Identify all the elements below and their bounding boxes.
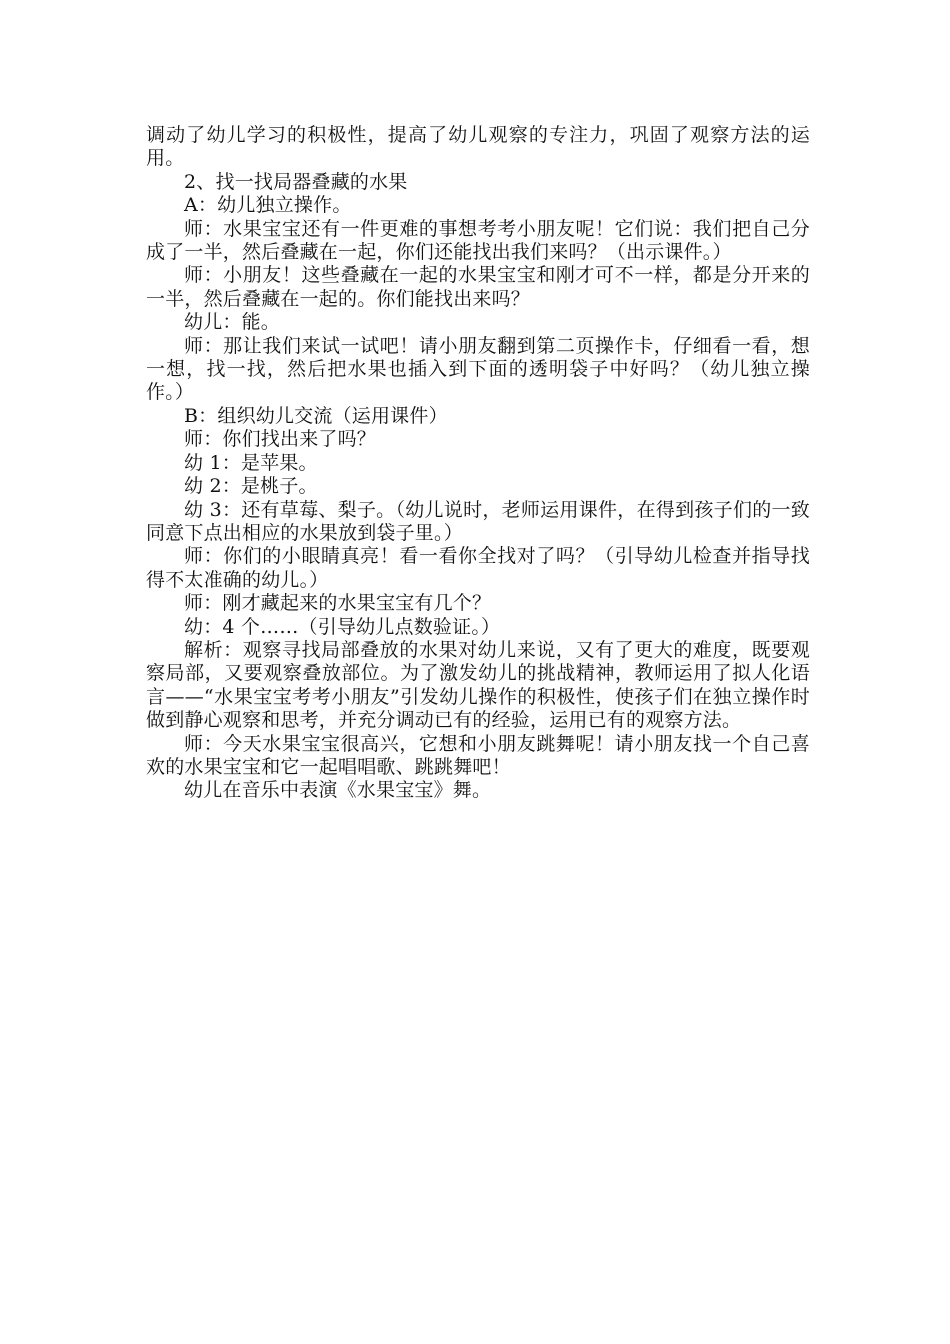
paragraph: 师：刚才藏起来的水果宝宝有几个？	[184, 592, 492, 615]
paragraph: 幼儿在音乐中表演《水果宝宝》舞。	[184, 779, 492, 802]
paragraph: 师：水果宝宝还有一件更难的事想考考小朋友呢！它们说：我们把自己分成了一半，然后叠藏在一起，你们还能找出我们来吗？（出示课件。）	[146, 217, 810, 264]
paragraph: 师：你们找出来了吗？	[184, 428, 377, 451]
section-heading: 2、找一找局器叠藏的水果	[184, 170, 408, 193]
paragraph: 幼 1：是苹果。	[184, 451, 318, 474]
document-body	[146, 124, 810, 803]
paragraph: 幼 2：是桃子。	[184, 475, 318, 498]
paragraph: 幼 3：还有草莓、梨子。（幼儿说时，老师运用课件，在得到孩子们的一致同意下点出相应的水果放到袋子里。）	[146, 498, 810, 544]
sub-heading: B：组织幼儿交流（运用课件）	[184, 404, 448, 427]
analysis-paragraph: 解析：观察寻找局部叠放的水果对幼儿来说，又有了更大的难度，既要观察局部，又要观察叠放部位。为了激发幼儿的挑战精神，教师运用了拟人化语言——“水果宝宝考考小朋友”引发幼儿操作的积极性，使孩子们在独立操作时做到静心观察和思考，并充分调动已有的经验，运用已有的观察方法。	[146, 638, 810, 732]
paragraph: 幼儿：能。	[184, 311, 281, 334]
paragraph: 幼：4 个……（引导幼儿点数验证。）	[184, 615, 501, 638]
paragraph-continuation: 调动了幼儿学习的积极性，提高了幼儿观察的专注力，巩固了观察方法的运用。	[146, 124, 810, 170]
sub-heading: A：幼儿独立操作。	[184, 194, 352, 217]
paragraph: 师：那让我们来试一试吧！请小朋友翻到第二页操作卡，仔细看一看，想一想，找一找，然后把水果也插入到下面的透明袋子中好吗？（幼儿独立操作。）	[146, 334, 810, 404]
paragraph: 师：你们的小眼睛真亮！看一看你全找对了吗？（引导幼儿检查并指导找得不太准确的幼儿。）	[146, 545, 810, 591]
paragraph: 师：今天水果宝宝很高兴，它想和小朋友跳舞呢！请小朋友找一个自己喜欢的水果宝宝和它一起唱唱歌、跳跳舞吧！	[146, 732, 810, 778]
paragraph: 师：小朋友！这些叠藏在一起的水果宝宝和刚才可不一样，都是分开来的一半，然后叠藏在一起的。你们能找出来吗？	[146, 264, 810, 310]
